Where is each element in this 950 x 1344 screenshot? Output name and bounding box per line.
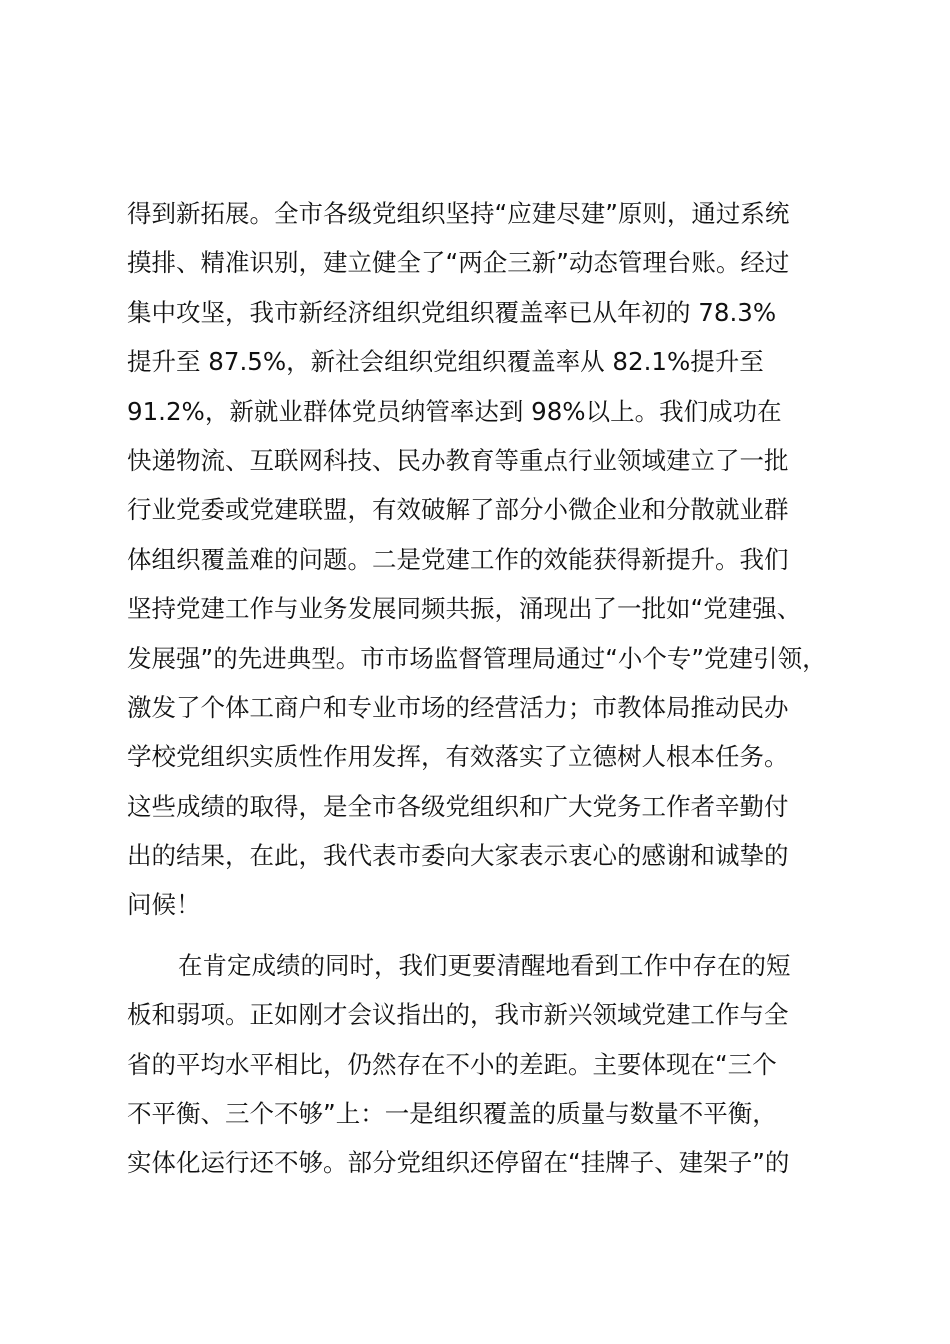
text-line: 体组织覆盖难的问题。二是党建工作的效能获得新提升。我们 <box>127 544 789 574</box>
text-line: 91.2%，新就业群体党员纳管率达到 98%以上。我们成功在 <box>127 396 782 426</box>
text-line: 省的平均水平相比，仍然存在不小的差距。主要体现在“三个 <box>127 1049 777 1079</box>
text-line: 快递物流、互联网科技、民办教育等重点行业领域建立了一批 <box>127 445 789 475</box>
text-line: 提升至 87.5%，新社会组织党组织覆盖率从 82.1%提升至 <box>127 347 764 377</box>
text-line: 问候！ <box>127 890 201 920</box>
paragraph-achievements <box>0 189 950 930</box>
text-line: 学校党组织实质性作用发挥，有效落实了立德树人根本任务。 <box>127 742 789 772</box>
text-line: 行业党委或党建联盟，有效破解了部分小微企业和分散就业群 <box>127 495 789 525</box>
text-line: 不平衡、三个不够”上：一是组织覆盖的质量与数量不平衡， <box>127 1099 777 1129</box>
paragraph-spacer <box>0 930 950 941</box>
paragraph-shortcomings <box>0 941 950 1188</box>
text-line: 摸排、精准识别，建立健全了“两企三新”动态管理台账。经过 <box>127 248 790 278</box>
text-line: 这些成绩的取得，是全市各级党组织和广大党务工作者辛勤付 <box>127 791 789 821</box>
text-line: 集中攻坚，我市新经济组织党组织覆盖率已从年初的 78.3% <box>127 297 777 327</box>
text-line: 实体化运行还不够。部分党组织还停留在“挂牌子、建架子”的 <box>127 1148 790 1178</box>
text-line: 坚持党建工作与业务发展同频共振，涌现出了一批如“党建强、 <box>127 594 802 624</box>
text-line: 得到新拓展。全市各级党组织坚持“应建尽建”原则，通过系统 <box>127 199 790 228</box>
text-line: 激发了个体工商户和专业市场的经营活力；市教体局推动民办 <box>127 692 789 722</box>
document-body <box>0 189 950 1188</box>
text-line-first-indented: 在肯定成绩的同时，我们更要清醒地看到工作中存在的短 <box>178 950 791 980</box>
text-line: 板和弱项。正如刚才会议指出的，我市新兴领域党建工作与全 <box>127 1000 789 1030</box>
text-line: 发展强”的先进典型。市市场监督管理局通过“小个专”党建引领， <box>127 643 827 673</box>
text-line: 出的结果，在此，我代表市委向大家表示衷心的感谢和诚挚的 <box>127 841 789 871</box>
